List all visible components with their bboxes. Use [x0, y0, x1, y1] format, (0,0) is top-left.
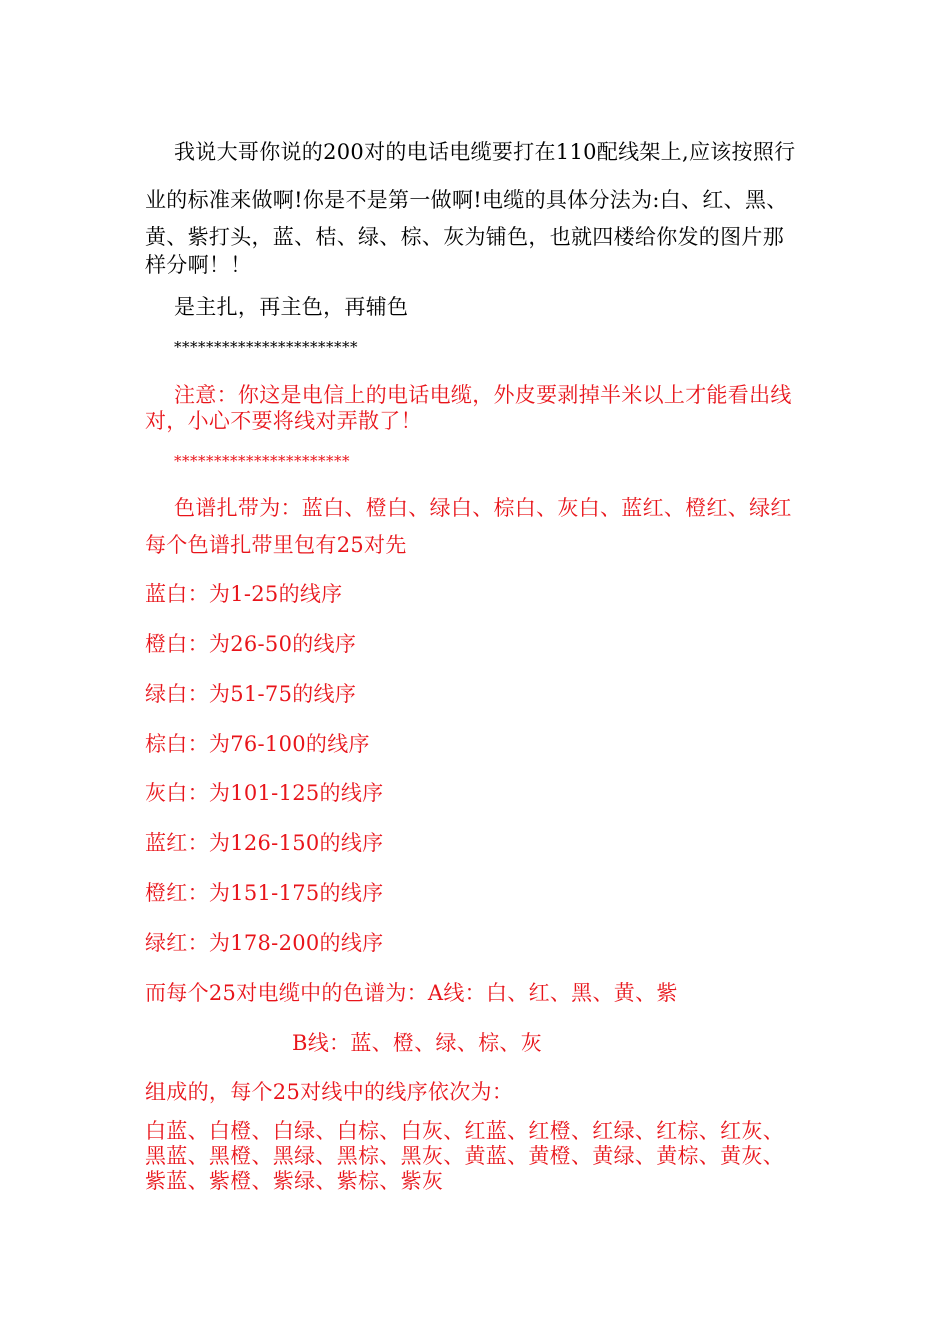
spectrum-a-line: 而每个25对电缆中的色谱为：A线：白、红、黑、黄、紫 — [145, 981, 678, 1005]
composition-line: 组成的，每个25对线中的线序依次为： — [145, 1080, 514, 1104]
intro-line-1: 我说大哥你说的200对的电话电缆要打在110配线架上,应该按照行 — [174, 140, 796, 164]
principle-line: 是主扎，再主色，再辅色 — [174, 295, 409, 319]
sequence-line: 黑蓝、黑橙、黑绿、黑棕、黑灰、黄蓝、黄橙、黄绿、黄棕、黄灰、 — [145, 1144, 784, 1168]
sequence-line: 紫蓝、紫橙、紫绿、紫棕、紫灰 — [145, 1169, 444, 1193]
bands-line-2: 每个色谱扎带里包有25对先 — [145, 533, 407, 557]
notice-line-1: 注意：你这是电信上的电话电缆，外皮要剥掉半米以上才能看出线 — [174, 383, 792, 407]
range-item: 蓝红：为126-150的线序 — [145, 831, 384, 855]
range-item: 灰白：为101-125的线序 — [145, 781, 384, 805]
range-item: 橙红：为151-175的线序 — [145, 881, 384, 905]
range-item: 绿红：为178-200的线序 — [145, 931, 384, 955]
range-item: 蓝白：为1-25的线序 — [145, 582, 343, 606]
separator-stars-black: *********************** — [174, 338, 358, 356]
range-item: 橙白：为26-50的线序 — [145, 632, 357, 656]
intro-line-4: 样分啊！！ — [145, 253, 252, 277]
notice-line-2: 对，小心不要将线对弄散了！ — [145, 409, 422, 433]
intro-line-2: 业的标准来做啊!你是不是第一做啊!电缆的具体分法为:白、红、黑、 — [145, 188, 788, 212]
spectrum-b-line: B线：蓝、橙、绿、棕、灰 — [292, 1031, 543, 1055]
bands-line-1: 色谱扎带为：蓝白、橙白、绿白、棕白、灰白、蓝红、橙红、绿红 — [174, 496, 792, 520]
intro-line-3: 黄、紫打头，蓝、桔、绿、棕、灰为铺色，也就四楼给你发的图片那 — [145, 225, 784, 249]
separator-stars-red: ********************** — [174, 452, 350, 470]
sequence-line: 白蓝、白橙、白绿、白棕、白灰、红蓝、红橙、红绿、红棕、红灰、 — [145, 1119, 784, 1143]
range-item: 棕白：为76-100的线序 — [145, 732, 370, 756]
range-item: 绿白：为51-75的线序 — [145, 682, 357, 706]
